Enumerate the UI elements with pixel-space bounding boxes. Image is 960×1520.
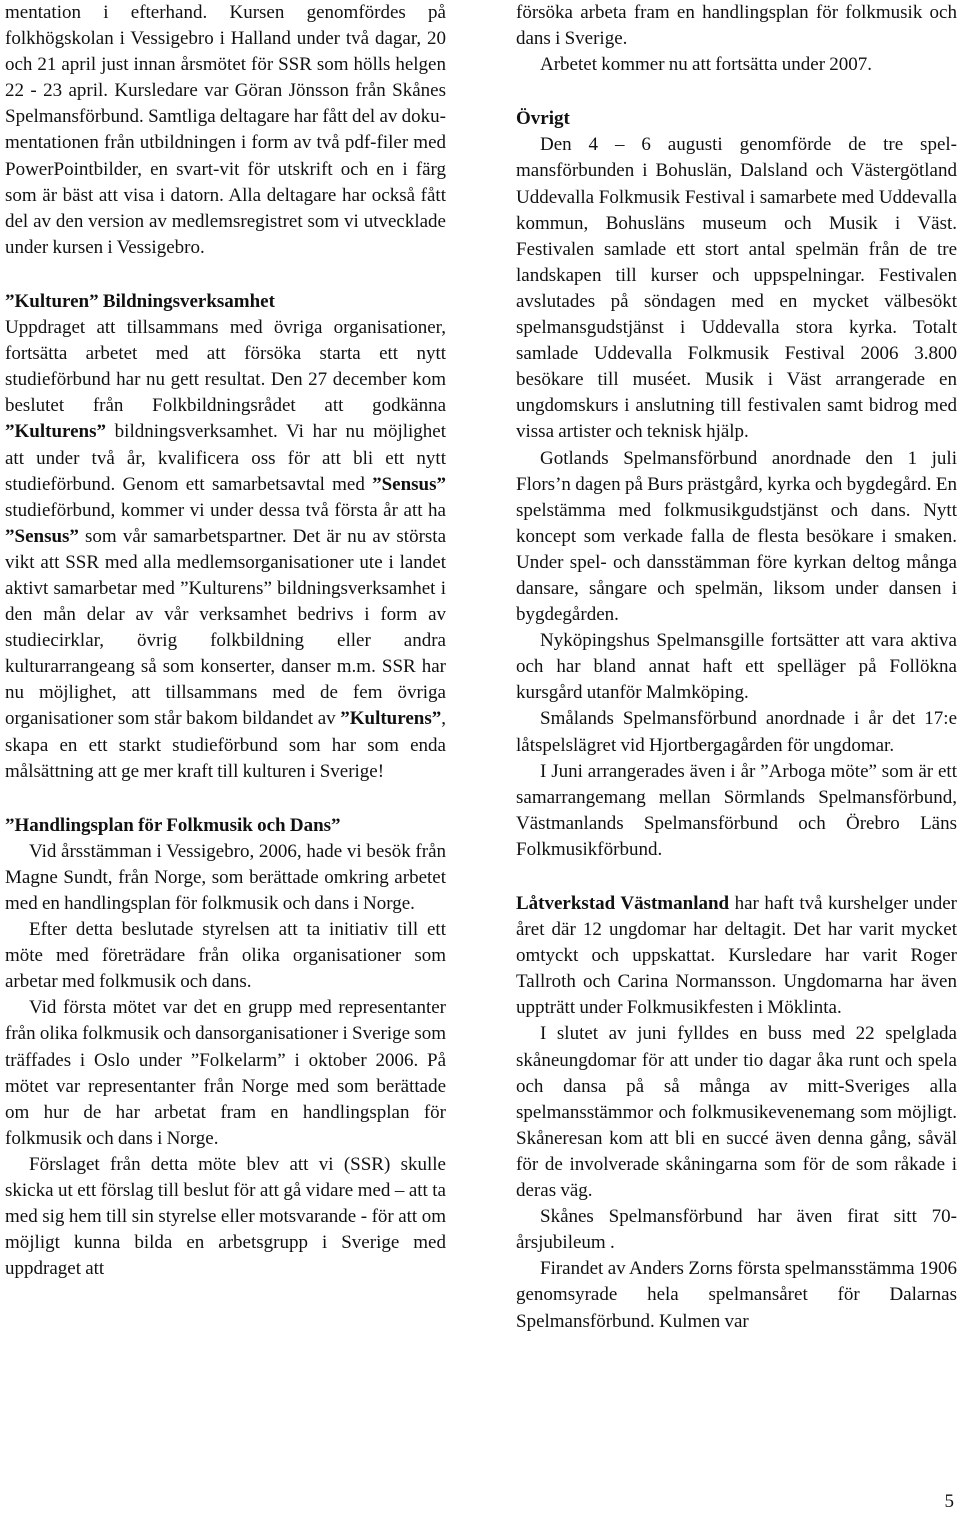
kulturen-text-5: , skapa en ett starkt studieförbund som har som enda målsättning att ge mer kraft till kulturen i Sverige! [5, 708, 446, 782]
kulturen-bold-3: ”Sensus” [5, 525, 79, 547]
paragraph-latverkstad-1 [516, 891, 957, 1021]
paragraph-intro: mentation i efterhand. Kursen genomfördes på folkhögskolan i Vessigebro i Halland under två dagar, 20 och 21 april just innan årsmötet för SSR som hölls helgen 22 - 23 april. Kursledare var Göran Jönsson från Skånes Spelmansförbund. Samtliga deltagare har fått del av dokumentationen från utbildningen i form av två pdf-filer med PowerPointbilder, en svart-vit för utskrift och en i färg som är bäst att visa i datorn. Alla deltagare har också fått del av den version av medlemsregistret som vi utvecklade under kursen i Vessigebro. [5, 2, 446, 258]
latverkstad-bold-heading: Låtverkstad Västmanland [516, 893, 730, 914]
heading-handlingsplan: ”Handlingsplan för Folkmusik och Dans” [5, 814, 341, 836]
paragraph-ovrigt-2: Gotlands Spelmansförbund anordnade den 1 juli Flors’n dagen på Burs prästgård, kyrka och bygdegård. En spelstämma med folkmusikgudstjänst och dans. Nytt koncept som verkade falla de flesta besökare i smaken. Under spel- och dansstämman före kyrkan deltog många dansare, sångare och spelmän, liksom under dansen i bygdegården. [516, 447, 957, 626]
paragraph-ovrigt-5: I Juni arrangerades även i år ”Arboga möte” som är ett samarrangemang mellan Sörmlands Spelmansförbund, Västmanlands Spelmansförbund och Örebro Läns Folkmusikförbund. [516, 760, 957, 860]
kulturen-text-3: studieförbund, kommer vi under dessa två första år att ha [5, 499, 446, 521]
kulturen-text-4: som vår samarbetspartner. Det är nu av största vikt att SSR med alla medlemsorganisationer ute i landet aktivt samarbetar med ”Kulturens” bildningsverksamhet i den mån delar av vår verksamhet bedrivs i form av studiecirklar, övrig folkbildning eller andra kulturarrangeang så som konserter, danser m.m. SSR har nu möjlighet, att tillsammans med de fem övriga organisationer som står bakom bildandet av [5, 525, 446, 730]
heading-ovrigt: Övrigt [516, 108, 570, 130]
paragraph-top: försöka arbeta fram en handlingsplan för folkmusik och dans i Sverige. [516, 2, 957, 50]
page-number: 5 [944, 1491, 954, 1512]
kulturen-bold-1: ”Kulturens” [5, 421, 107, 443]
paragraph-handlingsplan-3: Vid första mötet var det en grupp med representanter från olika folkmusik och dansorganisationer i Sverige som träffades i Oslo under ”Folkelarm” i oktober 2006. På mötet var representanter från Norge med som berättade om hur de har arbetat fram en handlingsplan för folkmusik och dans i Norge. [5, 997, 446, 1149]
paragraph-ovrigt-3: Nyköpingshus Spelmansgille fortsätter att vara aktiva och har bland annat haft ett spelläger på Follökna kursgård utanför Malmköping. [516, 630, 957, 704]
paragraph-handlingsplan-4: Förslaget från detta möte blev att vi (SSR) skulle skicka ut ett förslag till beslut för att gå vidare med – att ta med sig hem till sin styrelse eller motsvarande - för att om möjligt kunna bilda en arbetsgrupp i Sverige med uppdraget att [5, 1153, 446, 1280]
latverkstad-text-1: har haft två kurshelger under året där 12 ungdomar har deltagit. Det har varit mycket omtyckt och uppskattat. Kursledare har varit Roger Tallroth och Carina Normansson. Ungdomarna har även uppträtt under Folkmusikfesten i Möklinta. [516, 893, 957, 1019]
kulturen-bold-2: ”Sensus” [372, 473, 446, 495]
paragraph-latverkstad-4: Firandet av Anders Zorns första spelmansstämma 1906 genomsyrade hela spelmansåret för Dalarnas Spelmansförbund. Kulmen var [516, 1258, 957, 1332]
paragraph-handlingsplan-2: Efter detta beslutade styrelsen att ta initiativ till ett möte med företrädare från olika organisationer som arbetar med folkmusik och dans. [5, 919, 446, 993]
paragraph-handlingsplan-1: Vid årsstämman i Vessigebro, 2006, hade vi besök från Magne Sundt, från Norge, som berättade omkring arbetet med en handlingsplan för folkmusik och dans i Norge. [5, 840, 446, 914]
paragraph-latverkstad-3: Skånes Spelmansförbund har även firat sitt 70-årsjubileum . [516, 1206, 957, 1254]
paragraph-latverkstad-2: I slutet av juni fylldes en buss med 22 spelglada skåneungdomar för att under tio dagar åka runt och spela och dansa på så många av mitt-Sveriges alla spelmansstämmor och folkmusikevenemang som möjligt. Skåneresan kom att bli en succé även denna gång, såväl för de involverade skåningarna som för de som råkade i deras väg. [516, 1023, 957, 1202]
kulturen-text-1: Uppdraget att tillsammans med övriga organisationer, fortsätta arbetet med att försöka starta ett nytt studieförbund har nu gett resultat. Den 27 december kom beslutet från Folkbildningsrådet att godkänna [5, 317, 446, 417]
paragraph-ovrigt-4: Smålands Spelmansförbund anordnade i år det 17:e låtspelslägret vid Hjortbergagården för ungdomar. [516, 708, 957, 756]
kulturen-text-2: bildningsverksamhet. Vi har nu möjlighet att under två år, kvalificera oss för att bli ett nytt studieförbund. Genom ett samarbetsavtal med [5, 421, 446, 495]
left-column [5, 0, 446, 1282]
paragraph-ovrigt-1: Den 4 – 6 augusti genomförde de tre spelmansförbunden i Bohuslän, Dalsland och Västergötland Uddevalla Folkmusik Festival i samarbete med Uddevalla kommun, Bohusläns museum och Musik i Väst. Festivalen samlade ett stort antal spelmän från de tre landskapen till kurser och uppspelningar. Festivalen avslutades på söndagen med en mycket välbesökt spelmansgudstjänst i Uddevalla stora kyrka. Totalt samlade Uddevalla Folkmusik Festival 2006 3.800 besökare till muséet. Musik i Väst arrangerade en ungdomskurs i anslutning till festivalen samt bidrog med vissa artister och teknisk hjälp. [516, 134, 957, 443]
paragraph-kulturen [5, 315, 446, 785]
right-column [516, 0, 957, 1335]
paragraph-top-2: Arbetet kommer nu att fortsätta under 2007. [540, 54, 873, 76]
heading-kulturen: ”Kulturen” Bildningsverksamhet [5, 290, 275, 312]
kulturen-bold-4: ”Kulturens” [340, 708, 442, 730]
